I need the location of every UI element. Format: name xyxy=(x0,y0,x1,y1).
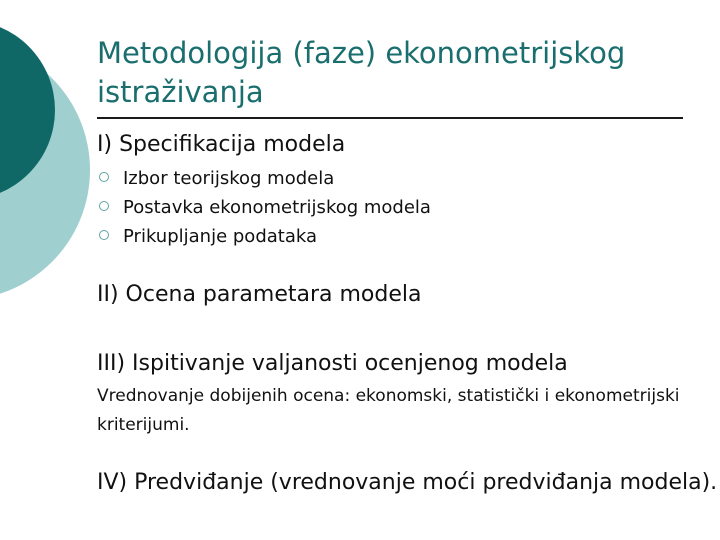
bullet-item: Izbor teorijskog modela xyxy=(97,164,431,193)
section-2-heading: II) Ocena parametara modela xyxy=(97,282,422,307)
section-1-heading: I) Specifikacija modela xyxy=(97,132,346,157)
bullet-item: Postavka ekonometrijskog modela xyxy=(97,193,431,222)
section-4-heading: IV) Predviđanje (vrednovanje moći predviđanja modela). xyxy=(97,470,718,495)
bullet-item: Prikupljanje podataka xyxy=(97,222,431,251)
hollow-circle-icon xyxy=(99,230,109,240)
section-3-text: Vrednovanje dobijenih ocena: ekonomski, statistički i ekonometrijski kriterijumi. xyxy=(97,386,680,435)
slide-title: Metodologija (faze) ekonometrijskog istraživanja xyxy=(97,36,626,109)
hollow-circle-icon xyxy=(99,172,109,182)
section-3-heading: III) Ispitivanje valjanosti ocenjenog modela xyxy=(97,351,568,376)
hollow-circle-icon xyxy=(99,201,109,211)
decorative-circles xyxy=(0,0,100,300)
section-1-bullets xyxy=(97,164,431,251)
title-divider xyxy=(97,117,683,119)
